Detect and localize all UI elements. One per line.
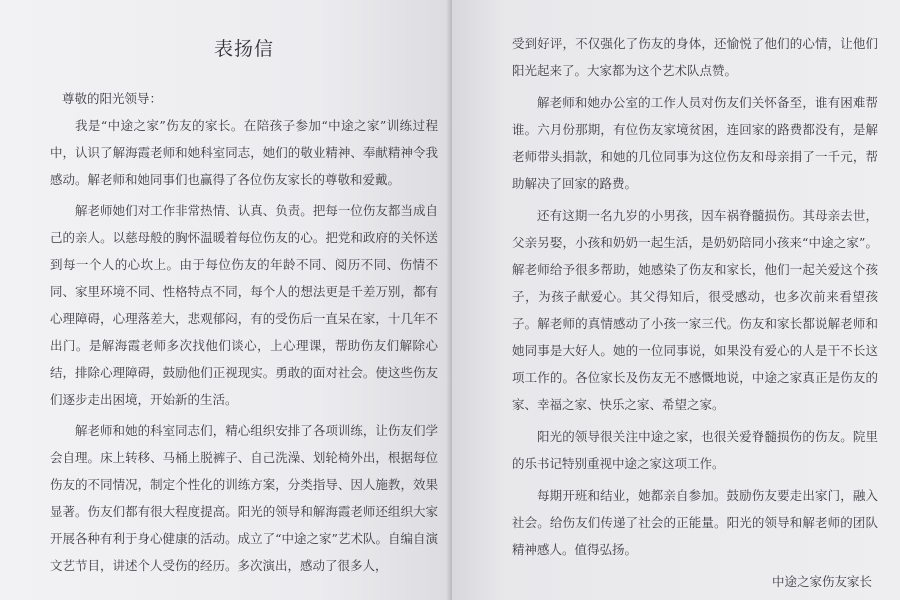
salutation: 尊敬的阳光领导： [62,91,163,106]
right-page [452,0,900,600]
paragraph: 解老师和她的科室同志们，精心组织安排了各项训练，让伤友们学会自理。床上转移、马桶上脱裤子、自己洗澡、划轮椅外出，根据每位伤友的不同情况，制定个性化的训练方案，分类指导、因人施教，效果显著。伤友们都有很大程度提高。阳光的领导和解海霞老师还组织大家开展各种有利于身心健康的活动。成立了“中途之家”艺术队。自编自演文艺节目，讲述个人受伤的经历。多次演出，感动了很多人， [50,423,438,573]
paragraph-continuation: 受到好评，不仅强化了伤友的身体，还愉悦了他们的心情，让他们阳光起来了。大家都为这个艺术队点赞。 [512,36,878,78]
paragraph: 阳光的领导很关注中途之家，也很关爱脊髓损伤的伤友。院里的乐书记特别重视中途之家这项工作。 [512,429,878,471]
paragraph: 解老师她们对工作非常热情、认真、负责。把每一位伤友都当成自己的亲人。以慈母般的胸怀温暖着每位伤友的心。把党和政府的关怀送到每一个人的心坎上。由于每位伤友的年龄不同、阅历不同、伤情不同、家里环境不同、性格特点不同，每个人的想法更是千差万别，都有心理障碍，心理落差大，悲观郁闷，有的受伤后一直呆在家，十几年不出门。是解海霞老师多次找他们谈心，上心理课，帮助伤友们解除心结，排除心理障碍，鼓励他们正视现实。勇敢的面对社会。使这些伤友们逐步走出困境，开始新的生活。 [50,203,438,407]
signature: 中途之家伤友家长 [771,574,872,589]
paragraph: 我是“中途之家”伤友的家长。在陪孩子参加“中途之家”训练过程中，认识了解海霞老师和她科室同志，她们的敬业精神、奉献精神令我感动。解老师和她同事们也赢得了各位伤友家长的尊敬和爱戴。 [50,118,438,187]
paragraph: 每期开班和结业，她都亲自参加。鼓励伤友要走出家门，融入社会。给伤友们传递了社会的正能量。阳光的领导和解老师的团队精神感人。值得弘扬。 [512,488,878,557]
paragraph: 解老师和她办公室的工作人员对伤友们关怀备至，谁有困难帮谁。六月份那期，有位伤友家境贫困，连回家的路费都没有，是解老师带头捐款，和她的几位同事为这位伤友和母亲捐了一千元，帮助解决了回家的路费。 [512,95,878,191]
paragraph: 还有这期一名九岁的小男孩，因车祸脊髓损伤。其母亲去世，父亲另娶，小孩和奶奶一起生活，是奶奶陪同小孩来“中途之家”。解老师给予很多帮助，她感染了伤友和家长，他们一起关爱这个孩子，为孩子献爱心。其父得知后，很受感动，也多次前来看望孩子。解老师的真情感动了小孩一家三代。伤友和家长都说解老师和她同事是大好人。她的一位同事说，如果没有爱心的人是干不长这项工作的。各位家长及伤友无不感慨地说，中途之家真正是伤友的家、幸福之家、快乐之家、希望之家。 [512,208,878,412]
letter-title: 表扬信 [213,38,274,60]
